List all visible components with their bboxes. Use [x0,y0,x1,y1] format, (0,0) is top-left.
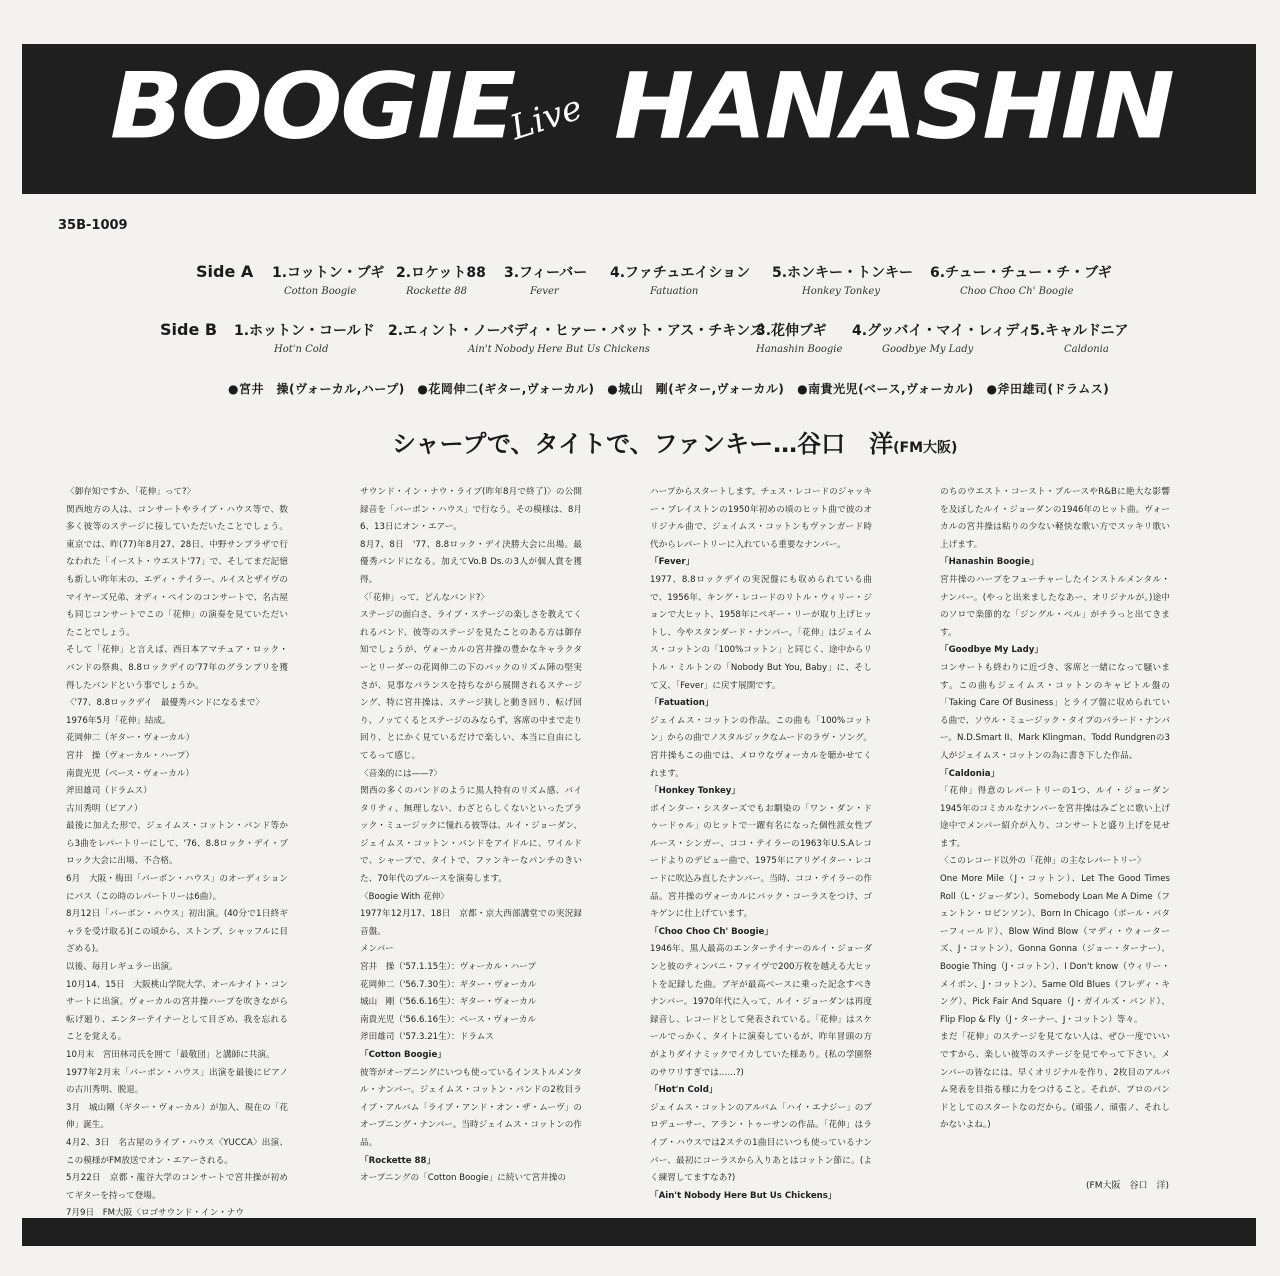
track-b4 [852,320,1032,355]
liner-paragraph: 南貴光児（ベース・ヴォーカル） [66,768,194,779]
liner-paragraph: 斧田雄司（'57.3.21生）：ドラムス [360,1032,494,1043]
liner-paragraph: オープニングの「Cotton Boogie」に続いて宮井操の [360,1173,567,1184]
liner-paragraph: 関西地方の人は、コンサートやライブ・ハウス等で、数多く彼等のステージに接していただいたことでしょう。東京では、昨(77)年8月27、28日、中野サンプラザで行なわれた「イースト・ウエスト'77」で、そしてまだ記憶も新しい昨年末の、エディ・テイラー、ルイスとザイヴのマイヤーズ兄弟、オディ・ペインのコンサートで、名古屋も同じコンサートでこの「花伸」の演奏を見ていただいたことでしょう。 [66,504,288,638]
liner-paragraph: 「Ain't Nobody Here But Us Chickens」 [650,1190,837,1201]
track-title-en: Fatuation [650,286,699,297]
liner-paragraph: 「Rockette 88」 [360,1155,436,1166]
liner-paragraph: のちのウエスト・コースト・ブルースやR&Bに絶大な影響を及ぼしたルイ・ジョーダンの1946年のヒット曲。ヴォーカルの宮井操は粘りの少ない軽快な歌い方でスッキリ歌い上げます。 [940,487,1170,550]
logo-hanashin: HANASHIN [614,52,1173,160]
liner-paragraph: 斧田雄司（ドラムス） [66,786,152,797]
liner-paragraph: 「Hanashin Boogie」 [940,557,1039,568]
liner-paragraph: サウンド・イン・ナウ・ライブ(昨年8月で終了)〉の公開録音を「バーボン・ハウス」で行なう。その模様は、8月6、13日にオン・エアー。 [360,487,582,533]
liner-paragraph: 4月2、3日 名古屋のライブ・ハウス〈YUCCA〉出演、この模様がFM放送でオン・エアーされる。 [66,1137,288,1166]
liner-paragraph: 「Honkey Tonkey」 [650,786,740,797]
track-b1 [234,320,375,355]
liner-paragraph: 「花伸」得意のレパートリーの1つ、ルイ・ジョーダン1945年のコミカルなナンバーを宮井操はみごとに歌い上げ途中でメンバー紹介が入り、コンサートと盛り上げを見せます。 [940,786,1170,849]
track-title-en: Cotton Boogie [284,286,357,297]
liner-paragraph: 1977、8.8ロックデイの実況盤にも収められている曲で、1956年、キング・レコードのリトル・ウィリー・ジョンで大ヒット、1958年にペギー・リーが取り上げヒットし、今やスタンダード・ナンバー。「花伸」はジェイムス・コットンの「100%コットン」と同じく、途中からリトル・ミルトンの「Nobody But You, Baby」に、そして又、「Fever」に戻す展開です。 [650,574,872,691]
liner-paragraph: 〈音楽的には——?〉 [360,768,442,779]
liner-column-1 [66,484,288,1223]
liner-paragraph: 関西の多くのバンドのように黒人特有のリズム感、バイタリティ、無理しない、わざとらしくないといったブラック・ミュージックに憧れる彼等は、ルイ・ジョーダン、ジェイムス・コットン・バンドをアイドルに、ワイルドで、シャープで、タイトで、ファンキーなパンチのきいた、70年代のブルースを演奏します。 [360,786,582,885]
liner-paragraph: 5月22日 京都・龍谷大学のコンサートで宮井操が初めてギターを持って登場。 [66,1173,288,1201]
liner-paragraph: One More Mile（J・コットン）、Let The Good Times Roll（L・ジョーダン）、Somebody Loan Me A Dime（フェントン・ロビンソン）、Born In Chicago（ポール・バターフィールド）、Blow Wind Blow（マディ・ウォーターズ、J・コットン）、Gonna Gonna（ジョー・ターナー）、Boogie Thing（J・コットン）、I Don't know（ウィリー・メイボン、J・コットン）、Same Old Blues（フレディ・キング）、Pick Fair And Square（J・ガイルズ・バンド）、Flip Flop & Fly（J・ターナー、J・コットン）等々。 [940,874,1170,1025]
liner-paragraph: 以後、毎月レギュラー出演。 [66,962,178,973]
track-title-jp: 3.花伸ブギ [756,323,827,339]
liner-paragraph: 6月 大阪・梅田「バーボン・ハウス」のオーディションにパス（この時のレパートリーは6曲）。 [66,874,288,902]
logo-boogie: BOOGIE [110,52,515,160]
member-credit: ●南貴光児(ベース,ヴォーカル) [797,382,974,396]
liner-paragraph: 「Fever」 [650,557,695,568]
track-title-jp: 3.フィーバー [504,265,588,281]
track-title-jp: 5.キャルドニア [1030,323,1129,339]
liner-paragraph: 「Cotton Boogie」 [360,1050,446,1060]
liner-paragraph: 最後に加えた形で、ジェイムス・コットン・バンド等から3曲をレパートリーにして、'76、8.8ロック・デイ・ブロック大会に出場、不合格。 [66,821,288,867]
liner-paragraph: 古川秀明（ピアノ） [66,803,143,814]
track-a5 [772,262,913,297]
track-title-en: Hot'n Cold [274,344,329,355]
track-a2 [396,262,486,297]
track-title-en: Caldonia [1064,344,1109,355]
track-a4 [610,262,750,297]
liner-paragraph: 〈Boogie With 花伸〉 [360,891,449,902]
track-title-en: Fever [530,286,559,297]
track-a6 [930,262,1112,297]
liner-paragraph: 花岡伸二（'56.7.30生）：ギター・ヴォーカル [360,979,537,990]
liner-paragraph: ステージの面白さ、ライブ・ステージの楽しさを教えてくれるバンド、彼等のステージを見たことのある方は御存知でしょうが、ヴォーカルの宮井操の豊かなキャラクターとリーダーの花岡伸二の下のバックのリズム陣の堅実さが、見事なバランスを持ちながら展開されるステージング、特に宮井操は、ステージ狭しと動き回り、転げ回り、ノッてくるとステージのみならず、客席の中まで走り回り、とにかく見ているだけで楽しい、本当に自由にしてるって感じ。 [360,610,582,761]
liner-paragraph: 「Fatuation」 [650,698,714,709]
liner-paragraph: 1977年12月17、18日 京都・京大西部講堂での実況録音盤。 [360,909,582,937]
liner-paragraph: メンバー [360,944,394,955]
track-title-en: Hanashin Boogie [756,344,843,355]
liner-paragraph: 南貴光児（'56.6.16生）：ベース・ヴォーカル [360,1014,537,1025]
liner-paragraph: 8月12日「バーボン・ハウス」初出演。(40分で1日終ギャラを受け取る)(この頃から、ストンプ、シャッフルに目ざめる)。 [66,909,288,955]
track-title-jp: 5.ホンキー・トンキー [772,265,914,281]
track-title-en: Choo Choo Ch' Boogie [960,286,1074,297]
liner-headline [392,424,957,459]
track-title-en: Honkey Tonkey [802,286,880,297]
liner-paragraph: 1977年2月末「バーボン・ハウス」出演を最後にピアノの古川秀明、脱退。 [66,1067,288,1096]
liner-paragraph: そして「花伸」と言えば、西日本アマチュア・ロック・バンドの祭典、8.8ロックデイの'77年のグランプリを獲得したバンドという事でしょうか。 [66,645,288,691]
member-credit: ●斧田雄司(ドラムス) [986,382,1110,396]
liner-paragraph: 〈御存知ですか、「花伸」って?〉 [66,487,196,497]
logo-live-script: Live [505,87,588,149]
liner-paragraph: 宮井 操（'57.1.15生）：ヴォーカル・ハープ [360,962,537,973]
title-banner [22,44,1256,194]
track-title-jp: 4.ファチュエイション [610,265,751,281]
liner-paragraph: まだ「花伸」のステージを見てない人は、ぜひ一度でいいですから、楽しい彼等のステージを見てやって下さい。メンバーの皆なには、早くオリジナルを作り、2枚目のアルバム発表を目指る様に力をつけること。それが、プロのバンドとしてのスタートなのだから。(頑張ノ、頑張ノ、それしかないよね。) [940,1032,1170,1131]
member-credit: ●宮井 操(ヴォーカル,ハープ) [228,382,405,396]
track-a1 [272,262,384,297]
liner-paragraph: 「Caldonia」 [940,768,1000,779]
track-title-jp: 1.コットン・ブギ [272,265,385,281]
track-title-jp: 2.ロケット88 [396,265,486,281]
track-b5 [1030,320,1129,355]
liner-paragraph: 花岡伸二（ギター・ヴォーカル） [66,733,195,744]
track-title-jp: 4.グッバイ・マイ・レィディ [852,323,1033,339]
liner-paragraph: 〈「花伸」って、どんなバンド?〉 [360,592,489,603]
signature: (FM大阪 谷口 洋) [1086,1181,1169,1191]
liner-column-2 [360,484,582,1188]
liner-paragraph: 〈このレコード以外の「花伸」の主なレパートリー〉 [940,856,1146,867]
liner-paragraph: 3月 城山剛（ギター・ヴォーカル）が加入、現在の「花伸」誕生。 [66,1102,288,1131]
track-b2 [388,320,764,355]
liner-column-3 [650,484,872,1205]
liner-paragraph: 城山 剛（'56.6.16生）：ギター・ヴォーカル [360,997,537,1008]
liner-paragraph: 彼等がオープニングにいつも使っているインストルメンタル・ナンバー。ジェイムス・コットン・バンドの2枚目ライブ・アルバム「ライブ・アンド・オン・ザ・ムーヴ」のオープニング・ナンバー。当時ジェイムス・コットンの作品。 [360,1067,582,1148]
liner-paragraph: 宮井操のハープをフューチャーしたインストルメンタル・ナンバー。(やっと出来ましたなあー、オリジナルが。)途中のソロで楽節的な「ジングル・ベル」がチラっと出てきます。 [940,574,1170,638]
track-title-jp: 1.ホットン・コールド [234,323,375,339]
track-title-en: Rockette 88 [406,286,467,297]
track-title-jp: 6.チュー・チュー・チ・ブギ [930,265,1112,281]
liner-column-4 [940,484,1170,1135]
liner-paragraph: ジェイムス・コットンの作品。この曲も「100%コットン」からの曲でノスタルジックなムードのラヴ・ソング。宮井操もこの曲では、メロウなヴォーカルを聴かせてくれます。 [650,715,872,779]
liner-paragraph: 1946年、黒人最高のエンターテイナーのルイ・ジョーダンと彼のティンパニ・ファイヴで200万枚を越える大ヒットを記録した曲。ブギが最高ベースに乗った記念すべきナンバー。1970年代に入って、ルイ・ジョーダンは再度録音し、レコードとして発表されている。「花伸」はスケールでっかく、タイトに演奏しているが、昨年冒頭の方がよりダイナミックでイカしていた様あり。(私の学園祭のサワリすぎでは……?) [650,944,872,1078]
track-a3 [504,262,587,297]
side-b-label: Side B [160,320,218,339]
liner-paragraph: 1976年5月「花伸」結成。 [66,715,171,726]
liner-paragraph: ハープからスタートします。チェス・レコードのジャッキー・ブレイストンの1950年初めの頃のヒット曲で彼のオリジナル曲で、ジェイムス・コットンもヴァンガード時代からレパートリーに入れている重要なナンバー。 [650,487,872,550]
catalog-number: 35B-1009 [58,218,128,233]
liner-paragraph: 10月14、15日 大阪桃山学院大学、オールナイト・コンサートに出演。ヴォーカルの宮井操ハープを吹きながら転げ廻り、エンターテイナーとして目ざめ、我を忘れることを覚える。 [66,979,288,1043]
liner-paragraph: コンサートも終わりに近づき、客席と一緒になって騒います。この曲もジェイムス・コットンのキャピトル盤の「Taking Care Of Business」とライブ盤に収められている曲で、ソウル・ミュージック・タイプのバラード・ナンバー。N.D.Smart II、Mark Klingman、Todd Rundgrenの3人がジェイムス・コットンの為に書き下した作品。 [940,662,1170,761]
liner-paragraph: 〈'77、8.8ロックデイ 最優秀バンドになるまで〉 [66,698,265,709]
bottom-bar [22,1218,1256,1246]
liner-paragraph: ポインター・シスターズでもお馴染の「ワン・ダン・ドゥードゥル」のヒットで一躍有名になった個性派女性ブルース・シンガー、ココ・テイラーの1963年U.S.Aレコードよりのデビュー曲で、1975年にアリゲイター・レコードに吹込み直したナンバー。当時、ココ・テイラーの作品。宮井操のヴォーカルにバック・コーラスをつけ、ゴキゲンに仕上げています。 [650,803,872,920]
track-title-jp: 2.エィント・ノーバディ・ヒァー・バット・アス・チキンズ [388,323,764,339]
track-title-en: Ain't Nobody Here But Us Chickens [468,344,650,355]
liner-paragraph: 「Hot'n Cold」 [650,1085,718,1096]
liner-paragraph: 「Goodbye My Lady」 [940,645,1043,656]
member-list [228,380,1117,397]
track-b3 [756,320,842,355]
side-a-label: Side A [196,262,254,281]
member-credit: ●花岡伸二(ギター,ヴォーカル) [417,382,595,396]
headline-text: シャープで、タイトで、ファンキー…谷口 洋 [392,430,894,458]
liner-paragraph: 7月9日 FM大阪〈ロゴサウンド・イン・ナウ [66,1208,244,1219]
liner-paragraph: 8月7、8日 '77、8.8ロック・デイ決勝大会に出場。最優秀バンドになる。加えてVo.B Ds.の3人が個人賞を獲得。 [360,539,582,585]
liner-paragraph: ジェイムス・コットンのアルバム「ハイ・エナジー」のプロデューサー、アラン・トゥーサンの作品。「花伸」はライブ・ハウスでは2ステの1曲目にいつも使っているナンバー、最初にコーラスから入りあとはコットン節に。(よく練習してますなあ?) [650,1102,872,1184]
liner-paragraph: 10月末 宮田林司氏を囲て「最敬団」と講師に共演。 [66,1050,275,1060]
liner-paragraph: 「Choo Choo Ch' Boogie」 [650,926,773,937]
headline-source: (FM大阪) [893,440,958,456]
member-credit: ●城山 剛(ギター,ヴォーカル) [607,382,785,396]
track-title-en: Goodbye My Lady [882,344,974,355]
liner-paragraph: 宮井 操（ヴォーカル・ハープ） [66,750,195,761]
